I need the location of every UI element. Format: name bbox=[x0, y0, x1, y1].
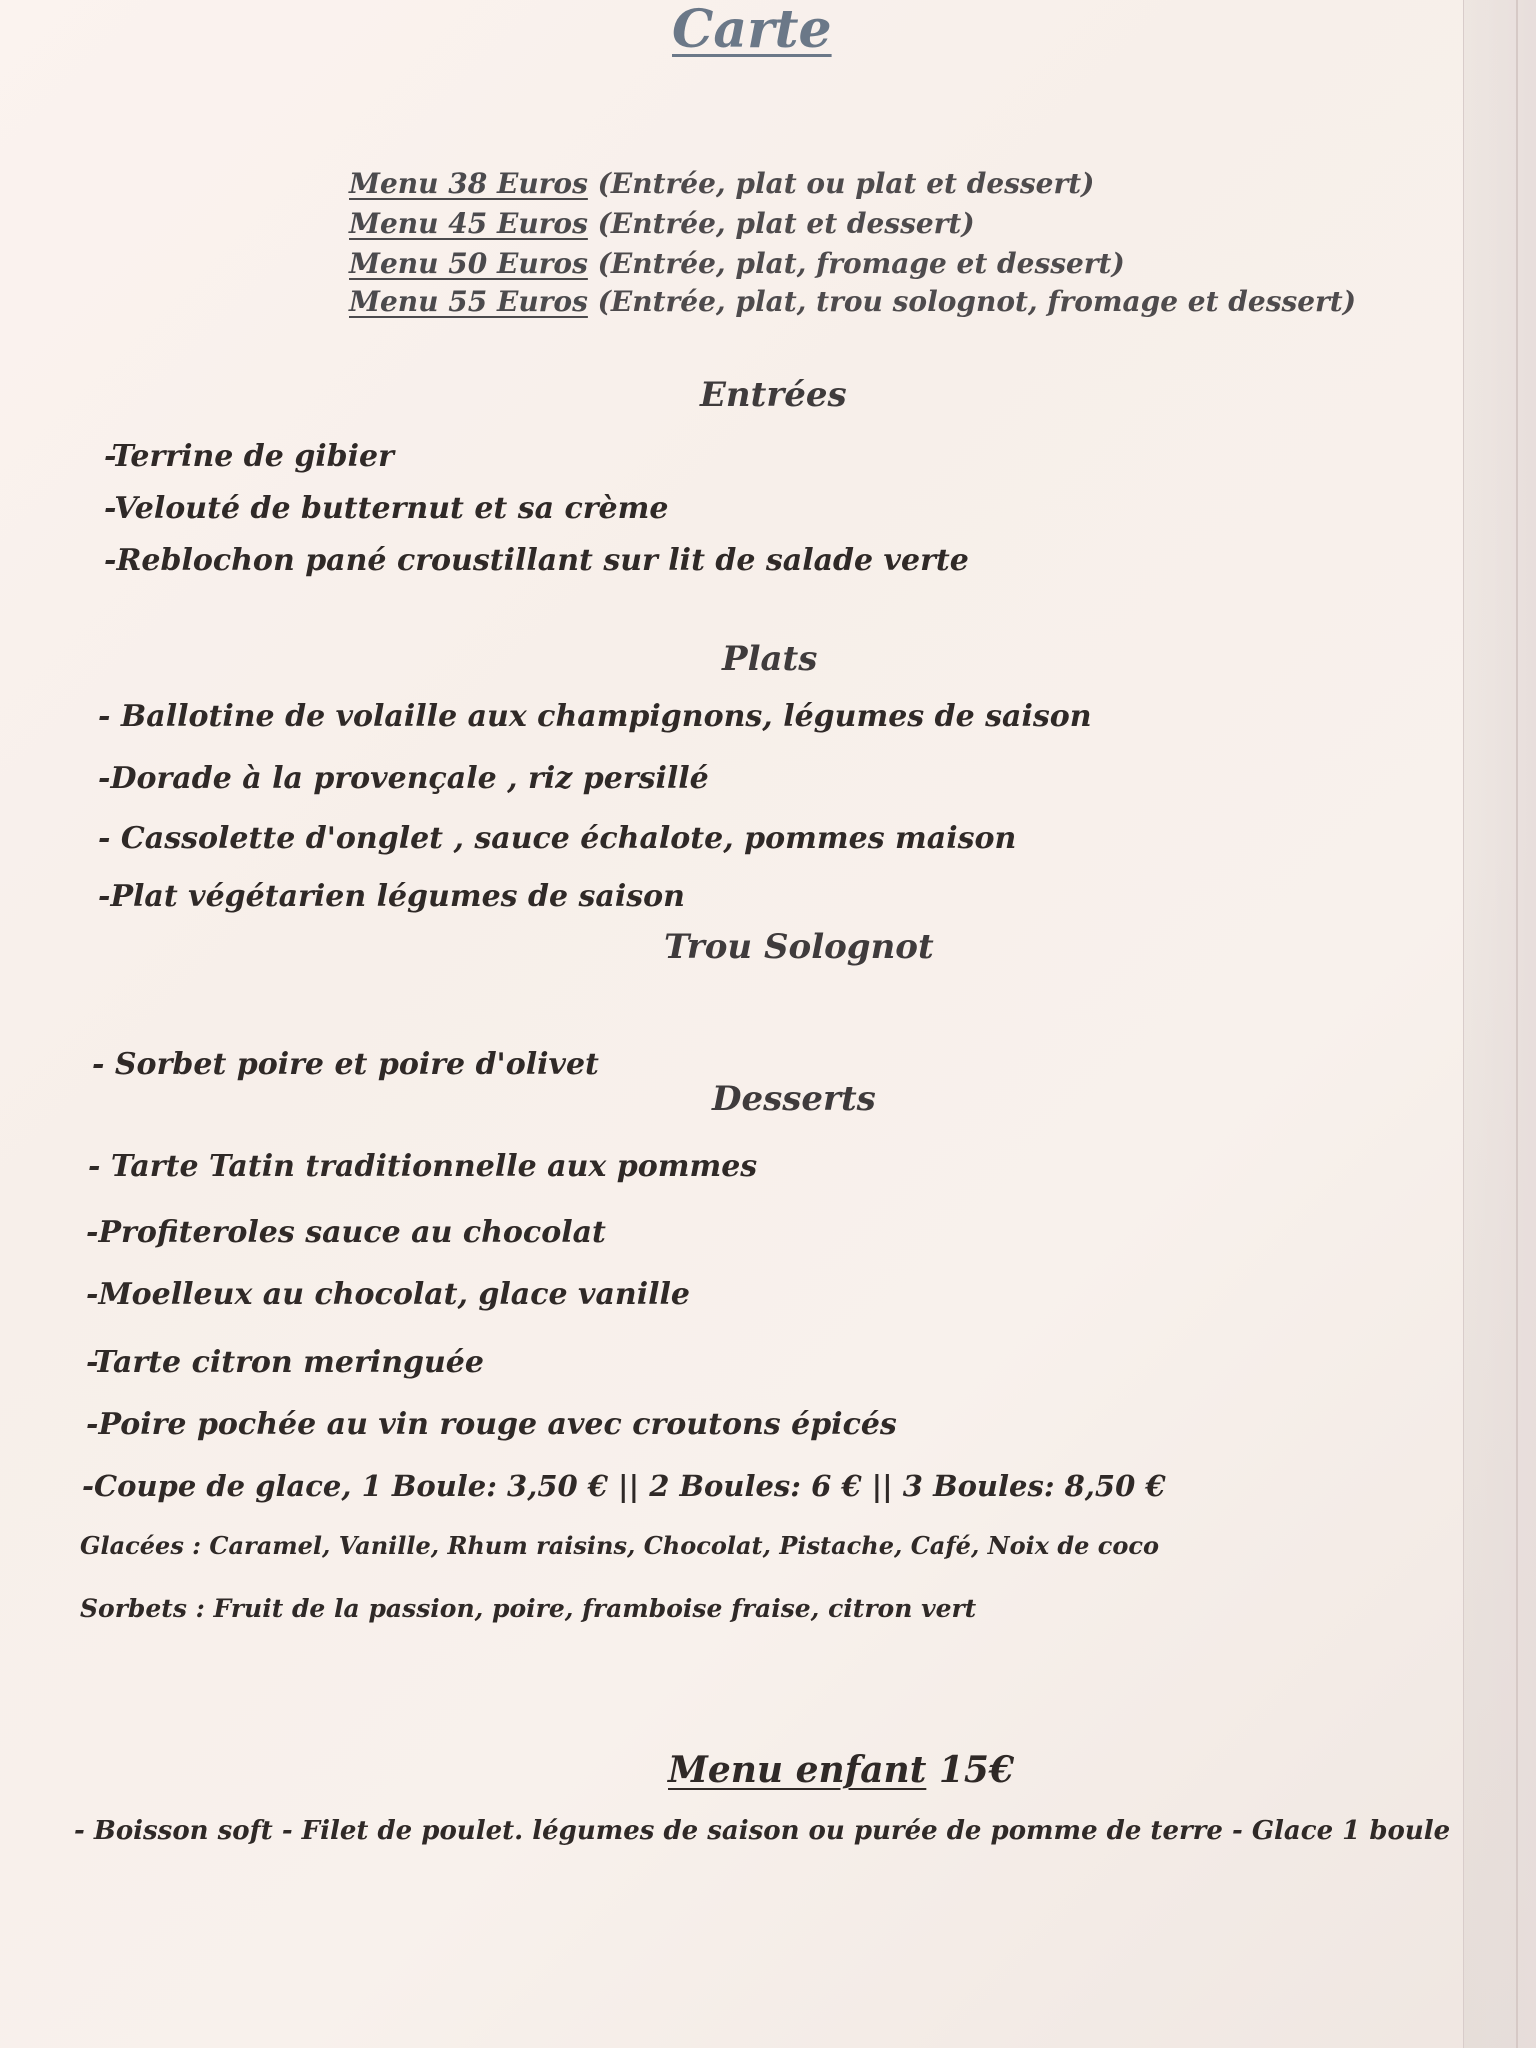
list-item: - Cassolette d'onglet , sauce échalote, pommes maison bbox=[98, 821, 1017, 856]
menu-description: (Entrée, plat, fromage et dessert) bbox=[587, 247, 1125, 280]
section-title-entrees: Entrées bbox=[700, 375, 847, 415]
list-item: -Profiteroles sauce au chocolat bbox=[86, 1215, 606, 1250]
menu-name: Menu 38 Euros bbox=[349, 167, 588, 200]
menu-name: Menu 45 Euros bbox=[349, 207, 588, 240]
menu-line bbox=[349, 247, 1125, 280]
list-item: Glacées : Caramel, Vanille, Rhum raisins, Chocolat, Pistache, Café, Noix de coco bbox=[80, 1531, 1160, 1560]
section-title-plats: Plats bbox=[722, 639, 818, 679]
menu-description: (Entrée, plat et dessert) bbox=[587, 207, 975, 240]
menu-description: (Entrée, plat, trou solognot, fromage et dessert) bbox=[587, 285, 1356, 318]
list-item: -Reblochon pané croustillant sur lit de salade verte bbox=[104, 543, 969, 578]
list-item: -Dorade à la provençale , riz persillé bbox=[98, 761, 709, 796]
list-item: - Ballotine de volaille aux champignons, légumes de saison bbox=[98, 699, 1092, 734]
list-item: -Poire pochée au vin rouge avec croutons épicés bbox=[86, 1407, 897, 1442]
menu-line bbox=[349, 207, 975, 240]
section-title-trou-solognot: Trou Solognot bbox=[664, 927, 934, 967]
list-item: - Tarte Tatin traditionnelle aux pommes bbox=[88, 1149, 758, 1184]
list-item: Sorbets : Fruit de la passion, poire, framboise fraise, citron vert bbox=[80, 1594, 977, 1623]
list-item: -Velouté de butternut et sa crème bbox=[104, 491, 669, 526]
kids-menu-name: Menu enfant bbox=[668, 1749, 927, 1791]
kids-menu-title bbox=[668, 1749, 1015, 1791]
menu-name: Menu 50 Euros bbox=[349, 247, 588, 280]
menu-name: Menu 55 Euros bbox=[349, 285, 588, 318]
kids-menu-price: 15€ bbox=[926, 1749, 1015, 1791]
list-item: -Tarte citron meringuée bbox=[86, 1345, 484, 1380]
list-item: -Terrine de gibier bbox=[104, 439, 394, 474]
list-item: -Plat végétarien légumes de saison bbox=[98, 879, 685, 914]
section-title-desserts: Desserts bbox=[712, 1079, 876, 1119]
list-item: - Sorbet poire et poire d'olivet bbox=[92, 1047, 599, 1082]
kids-menu-line: - Boisson soft - Filet de poulet. légumes de saison ou purée de pomme de terre - Glace 1 boule bbox=[74, 1816, 1451, 1846]
list-item: -Moelleux au chocolat, glace vanille bbox=[86, 1277, 690, 1312]
menu-line bbox=[349, 167, 1095, 200]
page-title: Carte bbox=[672, 0, 832, 60]
menu-line bbox=[349, 285, 1356, 318]
list-item: -Coupe de glace, 1 Boule: 3,50 € || 2 Boules: 6 € || 3 Boules: 8,50 € bbox=[82, 1469, 1166, 1503]
page-edge bbox=[1463, 0, 1536, 2048]
menu-description: (Entrée, plat ou plat et dessert) bbox=[587, 167, 1095, 200]
page-edge-line bbox=[1516, 0, 1518, 2048]
